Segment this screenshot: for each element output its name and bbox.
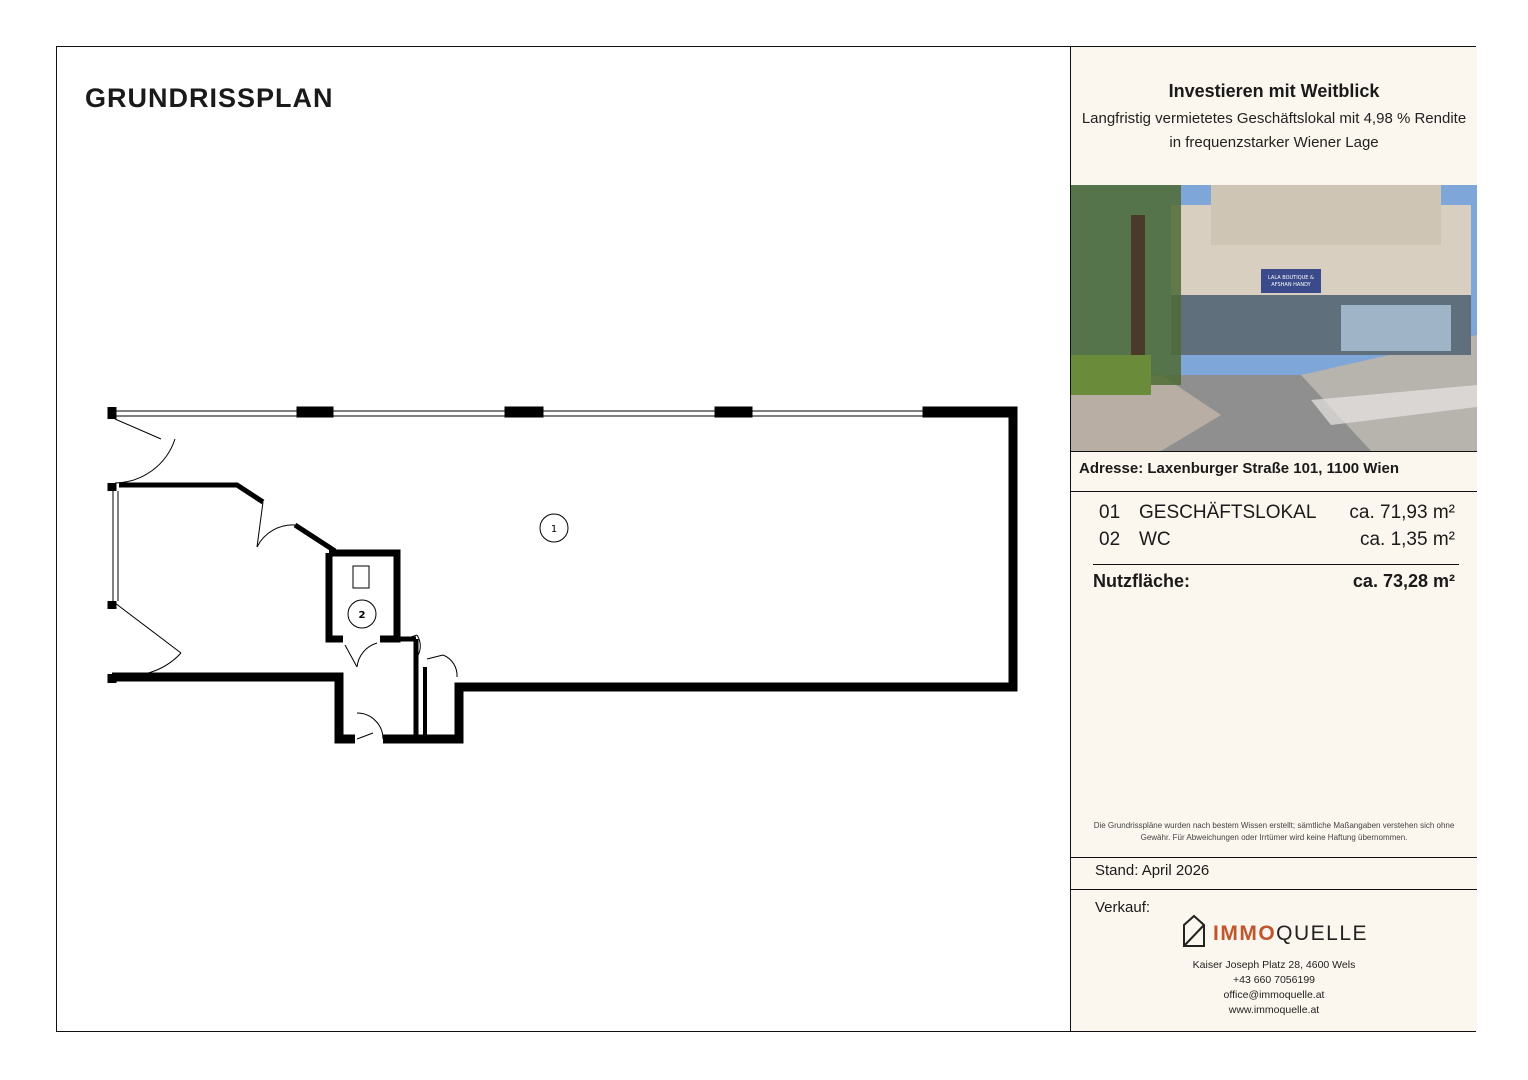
room-area: ca. 71,93 m² bbox=[1349, 502, 1455, 523]
address: Adresse: Laxenburger Straße 101, 1100 Wien bbox=[1079, 460, 1400, 477]
contact-email[interactable]: office@immoquelle.at bbox=[1223, 989, 1325, 1001]
date-stand: Stand: April 2026 bbox=[1095, 862, 1210, 879]
floorplan-area bbox=[57, 47, 1071, 1031]
total-label: Nutzfläche: bbox=[1093, 571, 1191, 591]
contact-website[interactable]: www.immoquelle.at bbox=[1228, 1004, 1320, 1016]
sum-divider bbox=[1093, 564, 1459, 565]
contact-address: Kaiser Joseph Platz 28, 4600 Wels bbox=[1192, 959, 1356, 971]
contact-block bbox=[1071, 958, 1477, 1018]
verkauf-label: Verkauf: bbox=[1095, 899, 1151, 916]
divider bbox=[1071, 857, 1477, 858]
house-logo-icon bbox=[1181, 913, 1207, 949]
logo-text-quelle: QUELLE bbox=[1276, 922, 1369, 945]
property-photo bbox=[1071, 185, 1477, 451]
room-name: WC bbox=[1139, 529, 1171, 550]
subline: Langfristig vermietetes Geschäftslokal mit 4,98 % Rendite in frequenzstarker Wiener Lage bbox=[1081, 110, 1467, 151]
plan-title: GRUNDRISSPLAN bbox=[85, 83, 334, 113]
room-name: GESCHÄFTSLOKAL bbox=[1139, 502, 1317, 523]
expose-sheet bbox=[56, 46, 1476, 1032]
room-number: 02 bbox=[1099, 529, 1121, 550]
disclaimer: Die Grundrisspläne wurden nach bestem Wissen erstellt; sämtliche Maßangaben verstehen sich ohne Gewähr. Für Abweichungen oder Irrtümer wird keine Haftung übernommen. bbox=[1093, 821, 1455, 842]
headline: Investieren mit Weitblick bbox=[1168, 81, 1380, 101]
room-marker-1-label: 1 bbox=[550, 524, 558, 535]
room-row bbox=[1099, 529, 1455, 555]
room-row bbox=[1099, 502, 1455, 528]
contact-phone: +43 660 7056199 bbox=[1232, 974, 1316, 986]
floorplan-drawing bbox=[57, 47, 1069, 1031]
divider bbox=[1071, 889, 1477, 890]
room-area: ca. 1,35 m² bbox=[1359, 529, 1455, 550]
photo-sign-line2: AFSHAN HANDY bbox=[1271, 282, 1311, 288]
photo-sign-line1: LALA BOUTIQUE & bbox=[1268, 275, 1314, 281]
divider bbox=[1071, 451, 1477, 452]
total-value: ca. 73,28 m² bbox=[1352, 571, 1455, 591]
immoquelle-logo bbox=[1181, 913, 1381, 953]
info-panel bbox=[1071, 47, 1477, 1031]
divider bbox=[1071, 491, 1477, 492]
room-marker-2-label: 2 bbox=[358, 610, 366, 621]
logo-text-immo: IMMO bbox=[1213, 922, 1277, 945]
room-number: 01 bbox=[1099, 502, 1121, 523]
